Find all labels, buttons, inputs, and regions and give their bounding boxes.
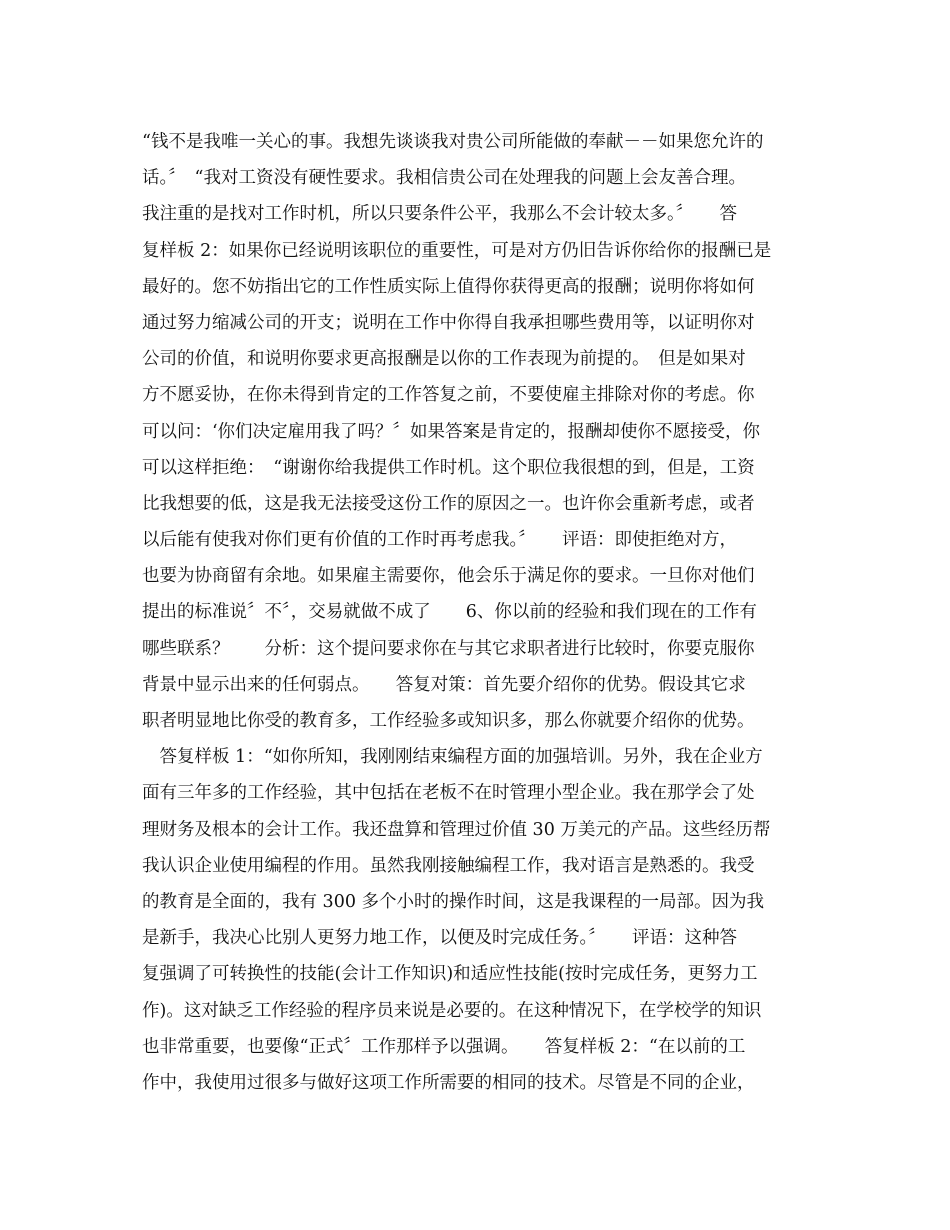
text-line: 答复样板 1：“如你所知，我刚刚结束编程方面的加强培训。另外，我在企业方 — [142, 747, 763, 768]
text-line: 是新手，我决心比别人更努力地工作，以便及时完成任务。〞 评语：这种答 — [142, 928, 737, 949]
text-line: 也要为协商留有余地。如果雇主需要你，他会乐于满足你的要求。一旦你对他们 — [142, 566, 755, 587]
text-line: 可以问：‘你们决定雇用我了吗？〞如果答案是肯定的，报酬却使你不愿接受，你 — [142, 421, 761, 442]
text-line: 公司的价值，和说明你要求更高报酬是以你的工作表现为前提的。 但是如果对 — [142, 349, 746, 370]
text-line: 职者明显地比你受的教育多，工作经验多或知识多，那么你就要介绍你的优势。 — [142, 711, 755, 731]
text-line: 以后能有使我对你们更有价值的工作时再考虑我。〞 评语：即使拒绝对方， — [142, 530, 737, 551]
text-line: 提出的标准说〞不〞，交易就做不成了 6、你以前的经验和我们现在的工作有 — [142, 602, 757, 623]
text-line: 也非常重要，也要像“正式〞工作那样予以强调。 答复样板 2：“在以前的工 — [142, 1036, 746, 1057]
text-line: 最好的。您不妨指出它的工作性质实际上值得你获得更高的报酬；说明你将如何 — [142, 276, 755, 297]
text-line: 理财务及根本的会计工作。我还盘算和管理过价值 30 万美元的产品。这些经历帮 — [142, 819, 771, 840]
text-line: 面有三年多的工作经验，其中包括在老板不在时管理小型企业。我在那学会了处 — [142, 783, 755, 804]
text-line: 复强调了可转换性的技能(会计工作知识)和适应性技能(按时完成任务，更努力工 — [142, 964, 758, 985]
text-line: 作中，我使用过很多与做好这项工作所需要的相同的技术。尽管是不同的企业， — [142, 1072, 755, 1093]
text-line: 我注重的是找对工作时机，所以只要条件公平，我那么不会计较太多。〞 答 — [142, 204, 737, 225]
text-line: 通过努力缩减公司的开支；说明在工作中你得自我承担哪些费用等，以证明你对 — [142, 312, 755, 333]
document-body — [142, 124, 822, 1101]
text-line: 比我想要的低，这是我无法接受这份工作的原因之一。也许你会重新考虑，或者 — [142, 493, 755, 514]
text-line: 背景中显示出来的任何弱点。 答复对策：首先要介绍你的优势。假设其它求 — [142, 674, 746, 695]
text-line: 方不愿妥协，在你未得到肯定的工作答复之前，不要使雇主排除对你的考虑。你 — [142, 385, 755, 406]
text-line: 我认识企业使用编程的作用。虽然我刚接触编程工作，我对语言是熟悉的。我受 — [142, 855, 755, 876]
text-line: 话。〞 “我对工资没有硬性要求。我相信贵公司在处理我的问题上会友善合理。 — [142, 168, 746, 189]
text-line: 可以这样拒绝： “谢谢你给我提供工作时机。这个职位我很想的到，但是，工资 — [142, 457, 755, 478]
text-line: 哪些联系？ 分析：这个提问要求你在与其它求职者进行比较时，你要克服你 — [142, 638, 755, 659]
text-line: “钱不是我唯一关心的事。我想先谈谈我对贵公司所能做的奉献－－如果您允许的 — [142, 132, 764, 152]
text-line: 的教育是全面的，我有 300 多个小时的操作时间，这是我课程的一局部。因为我 — [142, 891, 765, 912]
text-line: 复样板 2：如果你已经说明该职位的重要性，可是对方仍旧告诉你给你的报酬已是 — [142, 240, 772, 261]
text-line: 作)。这对缺乏工作经验的程序员来说是必要的。在这种情况下，在学校学的知识 — [142, 1000, 762, 1021]
